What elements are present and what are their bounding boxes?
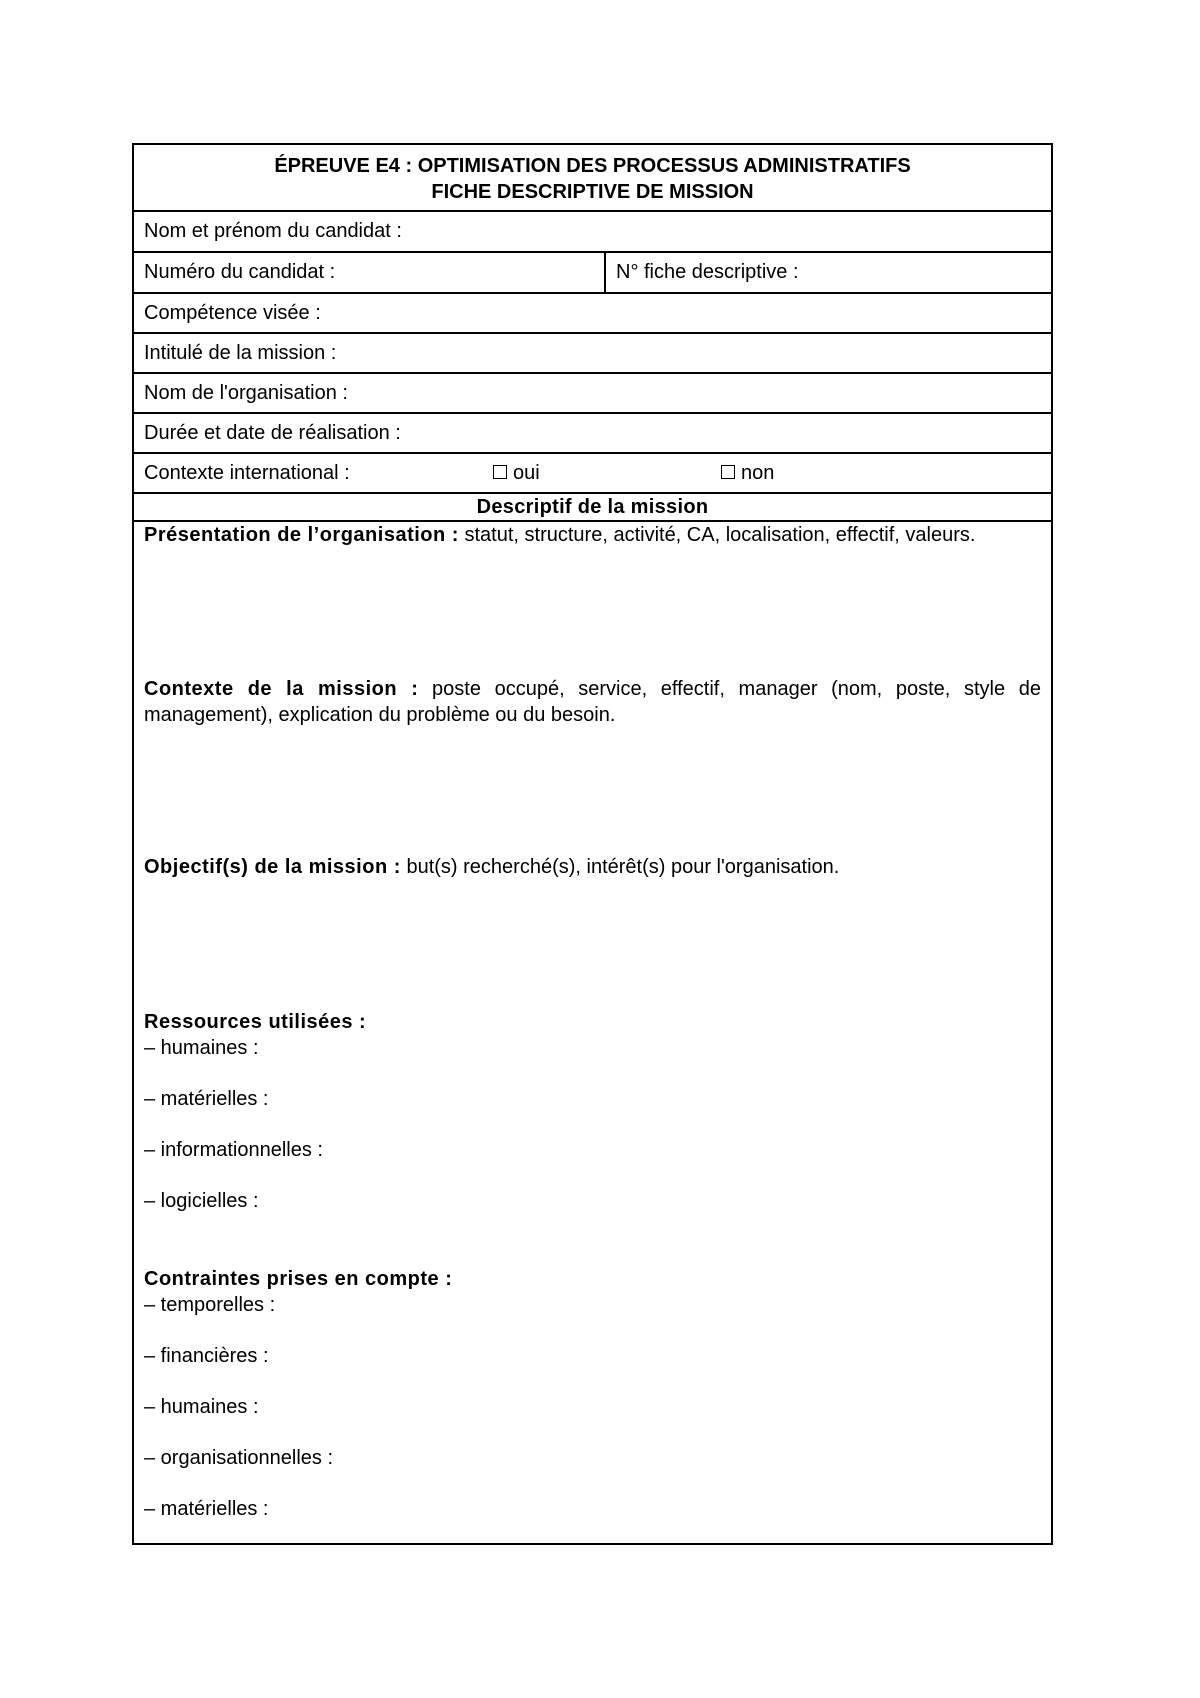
contrainte-item: – matérielles :	[144, 1498, 269, 1520]
fiche-cell	[606, 253, 1051, 292]
row-duree	[134, 414, 1051, 454]
row-organisation	[134, 374, 1051, 414]
numero-cell	[134, 253, 606, 292]
option-non[interactable]	[721, 454, 774, 492]
contexte-text: poste occupé, service, effectif, manager (nom, poste, style de management), explication du problème ou du besoin.	[144, 678, 1041, 726]
row-competence	[134, 294, 1051, 334]
contexte-label: Contexte de la mission :	[144, 678, 419, 700]
contraintes-label: Contraintes prises en compte :	[144, 1268, 453, 1290]
duree-label: Durée et date de réalisation :	[144, 422, 401, 444]
presentation-label: Présentation de l’organisation :	[144, 524, 459, 546]
row-contexte-international	[134, 454, 1051, 494]
section-title	[134, 494, 1051, 522]
ressource-item: – logicielles :	[144, 1190, 259, 1212]
nom-prenom-label: Nom et prénom du candidat :	[144, 220, 402, 242]
contrainte-item: – financières :	[144, 1345, 269, 1367]
form-header	[134, 145, 1051, 212]
row-nom-prenom	[134, 212, 1051, 253]
fiche-label: N° fiche descriptive :	[616, 261, 799, 283]
header-title: ÉPREUVE E4 : OPTIMISATION DES PROCESSUS ADMINISTRATIFS	[274, 155, 911, 177]
contrainte-item: – humaines :	[144, 1396, 259, 1418]
objectifs-text: but(s) recherché(s), intérêt(s) pour l'organisation.	[400, 856, 840, 878]
row-numero	[134, 253, 1051, 294]
mission-form	[132, 143, 1053, 1545]
objectifs-label: Objectif(s) de la mission :	[144, 856, 401, 878]
contraintes-block	[144, 1266, 1041, 1522]
option-oui[interactable]	[493, 454, 540, 492]
non-label: non	[741, 462, 775, 484]
oui-label: oui	[513, 462, 540, 484]
header-subtitle: FICHE DESCRIPTIVE DE MISSION	[431, 181, 754, 203]
ressources-block	[144, 1009, 1041, 1214]
intitule-label: Intitulé de la mission :	[144, 342, 337, 364]
checkbox-oui-icon[interactable]	[493, 465, 507, 479]
contrainte-item: – organisationnelles :	[144, 1447, 334, 1469]
contexte-international-label: Contexte international :	[144, 462, 350, 484]
competence-label: Compétence visée :	[144, 302, 321, 324]
ressource-item: – humaines :	[144, 1037, 259, 1059]
organisation-label: Nom de l'organisation :	[144, 382, 348, 404]
checkbox-non-icon[interactable]	[721, 465, 735, 479]
contrainte-item: – temporelles :	[144, 1294, 276, 1316]
presentation-block	[144, 522, 1041, 548]
row-intitule	[134, 334, 1051, 374]
presentation-text: statut, structure, activité, CA, localisation, effectif, valeurs.	[458, 524, 976, 546]
contexte-block	[144, 676, 1041, 728]
ressources-label: Ressources utilisées :	[144, 1011, 367, 1033]
ressource-item: – matérielles :	[144, 1088, 269, 1110]
ressource-item: – informationnelles :	[144, 1139, 323, 1161]
section-title-text: Descriptif de la mission	[476, 496, 709, 518]
numero-label: Numéro du candidat :	[144, 261, 336, 283]
mission-description	[134, 522, 1051, 1543]
objectifs-block	[144, 854, 1041, 880]
